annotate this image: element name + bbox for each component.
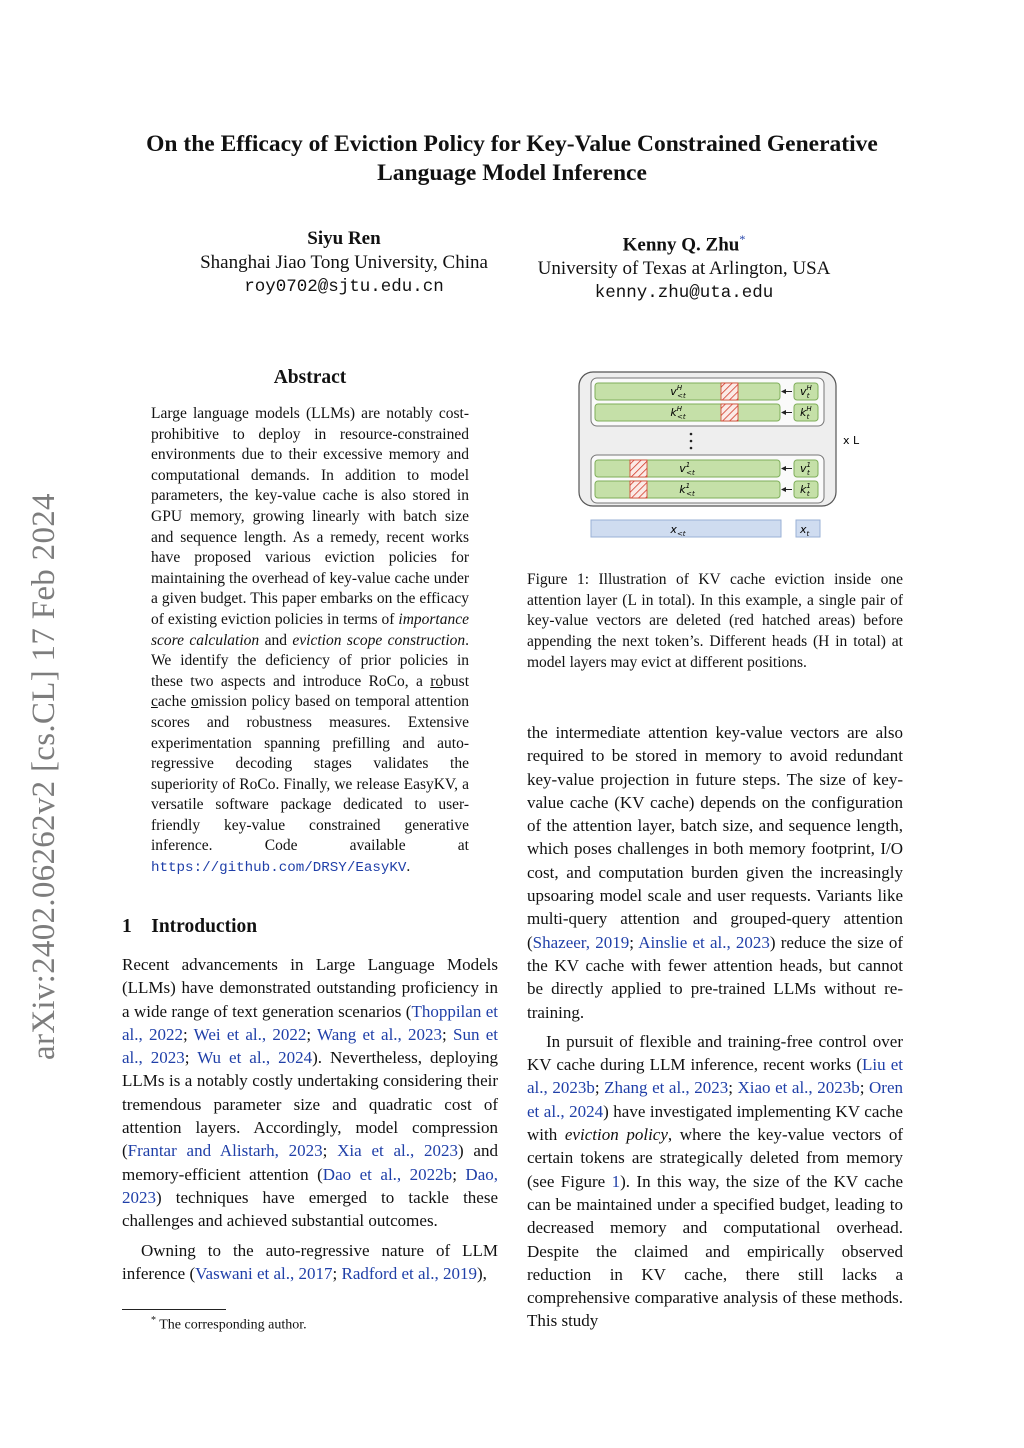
footnote-marker: *: [151, 1315, 156, 1326]
figure-reference[interactable]: 1: [611, 1171, 621, 1191]
citation[interactable]: Zhang et al., 2023: [604, 1078, 729, 1098]
paper-title: [100, 130, 924, 188]
title-line-2: Language Model Inference: [377, 160, 647, 186]
key-cache-bar: [595, 404, 780, 421]
citation[interactable]: Ainslie et al., 2023: [638, 932, 770, 952]
author-1: [185, 227, 503, 299]
author-name: Siyu Ren: [307, 228, 381, 249]
evicted-slot: [721, 404, 738, 421]
ellipsis-dot: [690, 433, 693, 436]
svg-text:k1<t: $k^1 <t$: [679, 482, 695, 498]
footnote-marker[interactable]: *: [739, 232, 746, 246]
figure-1-caption: Figure 1: Illustration of KV cache eviction inside one attention layer (L in total). In this example, a single pair of key-value vectors are deleted (red hatched areas) before appending the next token’s. Different heads (H in total) at model layers may evict at different positions.: [527, 571, 903, 671]
footnote-rule: [122, 1309, 226, 1310]
abstract-heading: Abstract: [273, 367, 347, 388]
citation[interactable]: Wang et al., 2023: [317, 1024, 443, 1044]
ellipsis-dot: [690, 440, 693, 443]
evicted-slot: [721, 383, 738, 400]
svg-text:k1t: $k^1$ t: [800, 482, 811, 498]
ellipsis-dot: [690, 447, 693, 450]
citation[interactable]: Sun et al., 2023: [122, 1024, 498, 1068]
code-link[interactable]: https://github.com/DRSY/EasyKV: [151, 860, 407, 877]
citation[interactable]: Frantar and Alistarh, 2023: [127, 1141, 323, 1161]
right-paragraph-1: the intermediate attention key-value vectors are also required to be stored in memory to avoid redundant key-value projection in future steps. The size of key-value cache (KV cache) depends on the configuration of the attention layer, batch size, and sequence length, which poses challenges in both memory footprint, I/O cost, and computation burden given the increasingly upsoaring model scale and user requests. Variants like multi-query attention and grouped-query attention (Shazeer, 2019; Ainslie et al., 2023) reduce the size of the KV cache with fewer attention heads, but cannot be directly applied to pre-trained LLMs without re-training.: [527, 723, 903, 1022]
svg-text:x<t: $x_{<t}$: [670, 523, 686, 538]
citation[interactable]: Wu et al., 2024: [197, 1048, 313, 1068]
arxiv-id: arXiv:2402.06262v2 [cs.CL] 17 Feb 2024: [26, 493, 62, 1060]
left-column-body: [122, 953, 498, 1285]
svg-text:v1t: $v^1$ t: [800, 461, 811, 477]
svg-text:kH<t: $k^H <t$: [670, 405, 686, 421]
author-affiliation: University of Texas at Arlington, USA: [537, 258, 831, 280]
author-name: Kenny Q. Zhu: [622, 234, 740, 256]
citation[interactable]: Vaswani et al., 2017: [195, 1263, 333, 1283]
author-affiliation: Shanghai Jiao Tong University, China: [200, 252, 488, 273]
citation[interactable]: Xiao et al., 2023b: [737, 1078, 860, 1098]
citation[interactable]: Dao et al., 2022b: [322, 1164, 453, 1184]
right-column-body: [527, 721, 903, 1333]
author-email[interactable]: kenny.zhu@uta.edu: [594, 283, 774, 304]
citation[interactable]: Xia et al., 2023: [337, 1141, 459, 1161]
section-number: 1: [122, 916, 132, 937]
value-cache-bar: [595, 383, 780, 400]
citation[interactable]: Radford et al., 2019: [341, 1263, 478, 1283]
section-heading: [122, 916, 257, 938]
title-line-1: On the Efficacy of Eviction Policy for Key-Value Constrained Generative: [146, 131, 878, 157]
citation[interactable]: Shazeer, 2019: [532, 932, 630, 952]
citation[interactable]: Wei et al., 2022: [193, 1024, 307, 1044]
author-2: [520, 227, 848, 305]
evicted-slot: [630, 460, 647, 477]
evicted-slot: [630, 481, 647, 498]
svg-text:xt: $x_t$: [800, 523, 810, 538]
citation[interactable]: Thoppilan et al., 2022: [122, 1001, 498, 1044]
arxiv-sidebar: [26, 493, 70, 1104]
layer-count-label: x L: [843, 434, 860, 447]
svg-text:vHt: $v^H$ t: [800, 384, 812, 400]
citation[interactable]: Oren et al., 2024: [527, 1078, 903, 1121]
citation[interactable]: Liu et al., 2023b: [527, 1055, 903, 1098]
citation[interactable]: Dao, 2023: [122, 1164, 498, 1207]
svg-text:v1<t: $v^1 <t$: [679, 461, 695, 477]
footnote: * The corresponding author.: [151, 1315, 307, 1333]
figure-1-diagram: [575, 370, 875, 542]
intro-paragraph-1: Recent advancements in Large Language Models (LLMs) have demonstrated outstanding proficiency in a wide range of text generation scenarios (Thoppilan et al., 2022; Wei et al., 2022; Wang et al., 2023; Sun et al., 2023; Wu et al., 2024). Nevertheless, deploying LLMs is a notably costly undertaking considering their tremendous parameter size and quadratic cost of attention layers. Accordingly, model compression (Frantar and Alistarh, 2023; Xia et al., 2023) and memory-efficient attention (Dao et al., 2022b; Dao, 2023) techniques have emerged to tackle these challenges and achieved substantial outcomes.: [122, 955, 499, 1231]
intro-paragraph-2: Owning to the auto-regressive nature of LLM inference (Vaswani et al., 2017; Radford et al., 2019),: [122, 1240, 498, 1283]
author-email[interactable]: roy0702@sjtu.edu.cn: [244, 277, 444, 297]
svg-text:vH<t: $v^H <t$: [670, 384, 686, 400]
right-paragraph-2: In pursuit of flexible and training-free control over KV cache during LLM inference, recent works (Liu et al., 2023b; Zhang et al., 2023; Xiao et al., 2023b; Oren et al., 2024) have investigated implementing KV cache with eviction policy, where the key-value vectors of certain tokens are strategically deleted from memory (see Figure 1). In this way, the size of the KV cache can be maintained under a specified budget, leading to decreased memory and computational overhead. Despite the claimed and empirically observed reduction in KV cache, there still lacks a comprehensive comparative analysis of these methods. This study: [527, 1031, 903, 1331]
section-title: Introduction: [151, 916, 258, 937]
abstract-body: Large language models (LLMs) are notably cost-prohibitive to deploy in resource-constrained environments due to their excessive memory and computational demands. In addition to model parameters, the key-value cache is also stored in GPU memory, growing linearly with batch size and sequence length. As a remedy, recent works have proposed various eviction policies for maintaining the overhead of key-value cache under a given budget. This paper embarks on the efficacy of existing eviction policies in terms of importance score calculation and eviction scope construction. We identify the deficiency of prior policies in these two aspects and introduce RoCo, a robust cache omission policy based on temporal attention scores and robustness measures. Extensive experimentation spanning prefilling and auto-regressive decoding stages validates the superiority of RoCo. Finally, we release EasyKV, a versatile software package dedicated to user-friendly key-value constrained generative inference. Code available at https://github.com/DRSY/EasyKV.: [151, 405, 470, 877]
svg-text:kHt: $k^H$ t: [800, 405, 812, 421]
previous-tokens-box: [591, 520, 781, 537]
